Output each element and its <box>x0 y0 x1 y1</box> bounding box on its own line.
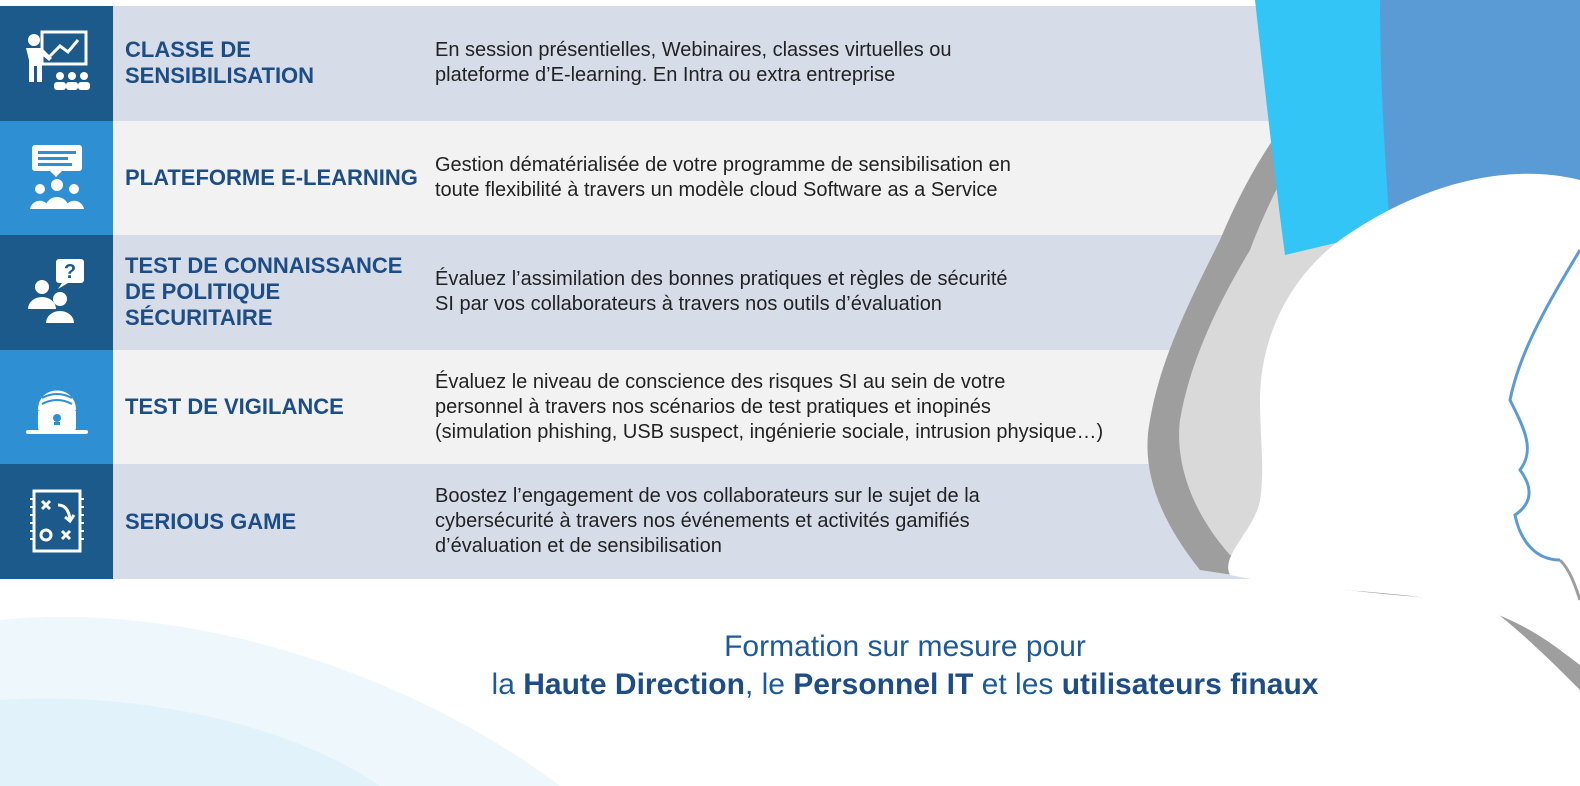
item-title: TEST DE CONNAISSANCE DE POLITIQUE SÉCURITAIRE <box>125 253 403 331</box>
audience-personnel-it: Personnel IT <box>793 668 974 701</box>
hacker-laptop-icon <box>20 370 94 444</box>
question-people-icon <box>20 255 94 329</box>
item-description: Évaluez le niveau de conscience des risques SI au sein de votre personnel à travers nos scénarios de test pratiques et inopinés (simulation phishing, USB suspect, ingénierie sociale, intrusion physique…) <box>435 370 1104 443</box>
teacher-classroom-icon <box>20 26 94 100</box>
footer-connector-1: , le <box>744 668 794 701</box>
item-title: CLASSE DE SENSIBILISATION <box>125 37 315 89</box>
audience-haute-direction: Haute Direction <box>523 668 745 701</box>
footer-connector-2: et les <box>973 668 1062 701</box>
audience-utilisateurs-finaux: utilisateurs finaux <box>1061 668 1319 701</box>
icon-cell <box>0 464 113 579</box>
elearning-audience-icon <box>20 141 94 215</box>
footer-tagline <box>300 628 1510 704</box>
footer-line-1: Formation sur mesure pour <box>724 630 1086 663</box>
svg-text:?: ? <box>63 261 76 284</box>
item-description: Gestion dématérialisée de votre programme de sensibilisation en toute flexibilité à travers un modèle cloud Software as a Service <box>435 153 1011 201</box>
footer-prefix: la <box>491 668 524 701</box>
strategy-board-icon <box>20 485 94 559</box>
icon-cell <box>0 121 113 236</box>
item-description: Évaluez l’assimilation des bonnes pratiques et règles de sécurité SI par vos collaborateurs à travers nos outils d’évaluation <box>435 268 1008 316</box>
item-description: Boostez l’engagement de vos collaborateurs sur le sujet de la cybersécurité à travers nos événements et activités gamifiés d’évaluation et de sensibilisation <box>435 485 980 558</box>
item-title: PLATEFORME E-LEARNING <box>125 164 418 190</box>
footer-line-2 <box>300 666 1510 704</box>
icon-cell <box>0 6 113 121</box>
item-title: TEST DE VIGILANCE <box>125 394 344 420</box>
icon-cell <box>0 350 113 465</box>
icon-cell <box>0 235 113 350</box>
item-description: En session présentielles, Webinaires, classes virtuelles ou plateforme d’E-learning. En Intra ou extra entreprise <box>435 39 952 87</box>
item-title: SERIOUS GAME <box>125 508 297 534</box>
